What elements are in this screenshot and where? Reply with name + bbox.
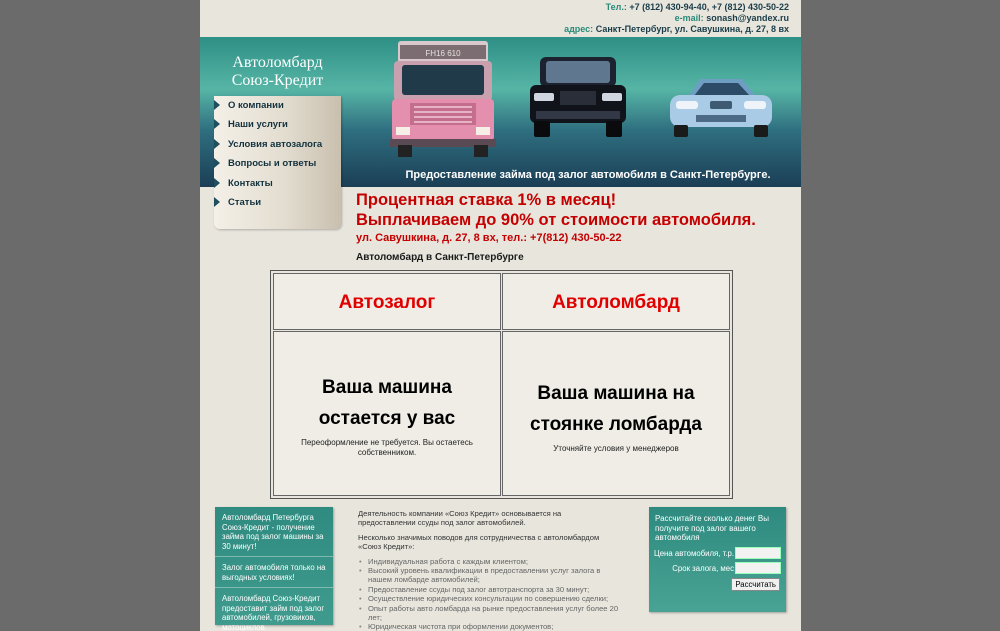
offer-left-body-cell bbox=[273, 331, 501, 496]
about-intro: Деятельность компании «Союз Кредит» основывается на предоставлении ссуды под залог автомобилей. bbox=[358, 509, 562, 528]
offer-right-body-cell bbox=[502, 331, 730, 496]
about-reasons-heading: Несколько значимых поводов для сотрудничества с автоломбардом «Союз Кредит»: bbox=[358, 532, 600, 552]
list-item: • Индивидуальная работа с каждым клиентом; bbox=[368, 557, 620, 566]
contact-block bbox=[564, 2, 789, 35]
reasons-list bbox=[358, 557, 620, 631]
header-tagline: Предоставление займа под залог автомобиля в Санкт-Петербурге. bbox=[405, 169, 771, 181]
nav-item-terms[interactable]: Условия автозалога bbox=[214, 135, 341, 154]
list-item: • Опыт работы авто ломбарда на рынке предоставления услуг более 20 лет; bbox=[368, 604, 620, 623]
loan-term-input[interactable] bbox=[735, 562, 781, 574]
calculator-title: Рассчитайте сколько денег Вы получите под залог вашего автомобиля bbox=[655, 514, 769, 542]
side-nav bbox=[214, 96, 341, 229]
phone-label: Тел.: bbox=[605, 2, 627, 12]
offer-left-headline: Ваша машина остается у вас bbox=[318, 377, 456, 429]
logo-line-2: Союз-Кредит bbox=[231, 72, 324, 89]
nav-item-contacts[interactable]: Контакты bbox=[214, 174, 341, 193]
page bbox=[200, 0, 801, 631]
nav-item-about[interactable]: О компании bbox=[214, 96, 341, 115]
email-link[interactable]: sonash@yandex.ru bbox=[706, 13, 789, 23]
offer-right-headline: Ваша машина на стоянке ломбарда bbox=[530, 383, 702, 435]
car-price-input[interactable] bbox=[735, 547, 781, 559]
email-label: e-mail: bbox=[674, 13, 704, 23]
offer-right-title-cell[interactable] bbox=[502, 273, 730, 330]
list-item: • Высокий уровень квалификации в предоставлении услуг залога в нашем ломбарде автомобилей; bbox=[368, 566, 620, 585]
logo-line-1: Автоломбард bbox=[232, 54, 323, 71]
loan-calculator bbox=[649, 507, 786, 612]
suv-image bbox=[526, 57, 630, 143]
offer-right-note: Уточняйте условия у менеджеров bbox=[553, 444, 679, 453]
offer-left-title-cell[interactable] bbox=[273, 273, 501, 330]
term-row bbox=[649, 562, 786, 575]
truck-plate: FH16 610 bbox=[425, 49, 461, 58]
offer-left-title: Автозалог bbox=[338, 292, 436, 313]
phone-value: +7 (812) 430-94-40, +7 (812) 430-50-22 bbox=[629, 2, 789, 12]
truck-image bbox=[390, 41, 496, 157]
price-label: Цена автомобиля, т.р. bbox=[653, 549, 734, 558]
sedan-image bbox=[666, 75, 776, 145]
promo-address: ул. Савушкина, д. 27, 8 вх, тел.: +7(812) 430-50-22 bbox=[356, 232, 622, 244]
promo-subtitle: Автоломбард в Санкт-Петербурге bbox=[356, 252, 524, 263]
promo-block bbox=[356, 190, 801, 263]
teaser-box bbox=[215, 507, 333, 631]
teaser-link[interactable]: Автоломбард Петербурга Союз-Кредит - получение займа под залог машины за 30 минут! bbox=[215, 507, 333, 557]
nav-item-articles[interactable]: Статьи bbox=[214, 193, 341, 212]
teaser-link[interactable]: Автоломбард Союз-Кредит предоставит займ под залог автомобилей, грузовиков, мотоциклов. bbox=[222, 594, 325, 631]
list-item: • Юридическая чистота при оформлении документов; bbox=[368, 622, 620, 631]
teaser-link[interactable]: Залог автомобиля только на выгодных условиях! bbox=[215, 557, 333, 588]
nav-item-services[interactable]: Наши услуги bbox=[214, 115, 341, 134]
logo[interactable] bbox=[200, 37, 355, 97]
calculate-button[interactable]: Рассчитать bbox=[731, 578, 780, 591]
promo-payout: Выплачиваем до 90% от стоимости автомобиля. bbox=[356, 211, 756, 229]
promo-rate: Процентная ставка 1% в месяц! bbox=[356, 191, 617, 209]
nav-item-faq[interactable]: Вопросы и ответы bbox=[214, 154, 341, 173]
address-label: адрес: bbox=[564, 24, 594, 34]
address-value: Санкт-Петербург, ул. Савушкина, д. 27, 8 вх bbox=[595, 24, 789, 34]
price-row bbox=[649, 547, 786, 560]
list-item: • Осуществление юридических консультации по совершению сделки; bbox=[368, 594, 620, 603]
offer-left-note: Переоформление не требуется. Вы остаетесь собственником. bbox=[301, 438, 473, 457]
offer-table bbox=[270, 270, 733, 499]
offer-right-title: Автоломбард bbox=[552, 292, 680, 313]
term-label: Срок залога, мес bbox=[672, 564, 734, 573]
about-text bbox=[358, 509, 620, 631]
list-item: • Предоставление ссуды под залог автотранспорта за 30 минут; bbox=[368, 585, 620, 594]
